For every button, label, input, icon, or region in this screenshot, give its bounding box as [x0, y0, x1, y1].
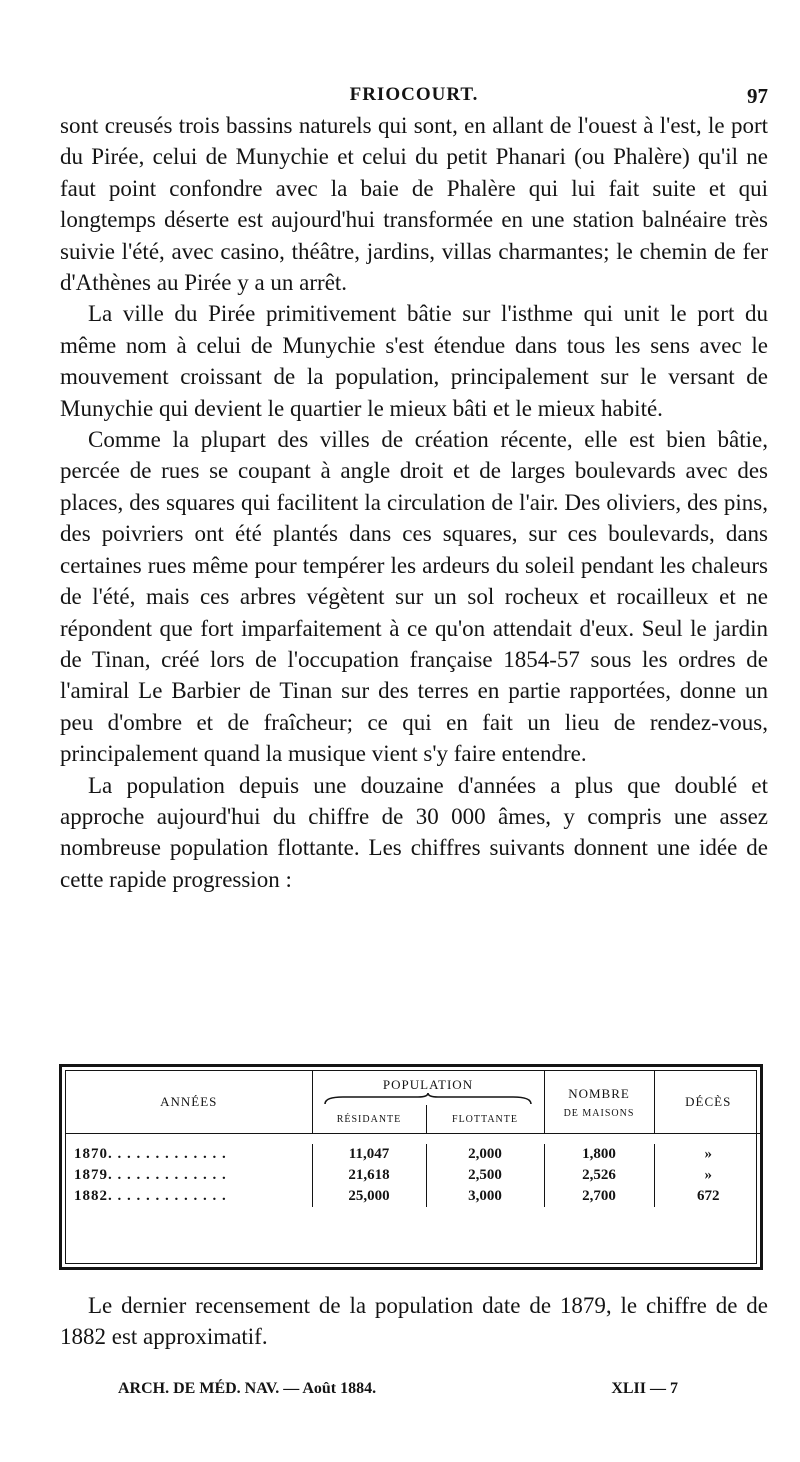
cell-floating: 3,000 [426, 1186, 544, 1207]
paragraph-4: La population depuis une douzaine d'années a plus que doublé et approche aujourd'hui du chiffre de 30 000 âmes, y compris une assez nombreuse population flottante. Les chiffres suivants donnent une idée de cette rapide progression : [60, 772, 768, 892]
cell-year: 1882. . . . . . . . . . . . . [66, 1186, 312, 1207]
cell-houses: 2,526 [544, 1165, 654, 1186]
cell-resident: 11,047 [312, 1144, 426, 1165]
population-table [66, 1071, 763, 1235]
paragraph-2: La ville du Pirée primitivement bâtie sur l'isthme qui unit le port du même nom à celui de Munychie s'est étendue dans tous les sens avec le mouvement croissant de la population, principalement sur le versant de Munychie qui devient le quartier le mieux bâti et le mieux habité. [60, 301, 768, 421]
cell-resident: 21,618 [312, 1165, 426, 1186]
header-deaths: DÉCÈS [654, 1071, 762, 1134]
population-table-frame [59, 1064, 763, 1270]
cell-deaths: 672 [697, 1188, 720, 1204]
cell-floating: 2,000 [426, 1144, 544, 1165]
table-row [66, 1165, 762, 1186]
header-houses [544, 1071, 654, 1134]
closing-text [60, 1290, 768, 1353]
header-floating: FLOTTANTE [426, 1105, 544, 1134]
header-resident: RÉSIDANTE [312, 1105, 426, 1134]
cell-deaths: » [704, 1167, 712, 1183]
cell-houses: 1,800 [544, 1144, 654, 1165]
closing-paragraph: Le dernier recensement de la population date de 1879, le chiffre de de 1882 est approximatif. [60, 1293, 768, 1350]
journal-reference: ARCH. DE MÉD. NAV. — Août 1884. [118, 1380, 377, 1397]
header-houses-line1: NOMBRE [568, 1085, 630, 1101]
sheet-signature: XLII — 7 [611, 1380, 678, 1397]
cell-year: 1879. . . . . . . . . . . . . [66, 1165, 312, 1186]
cell-floating: 2,500 [426, 1165, 544, 1186]
signature-line [118, 1380, 678, 1402]
header-years: ANNÉES [66, 1071, 312, 1134]
header-population [312, 1071, 544, 1105]
page-number: 97 [747, 84, 768, 108]
paragraph-3: Comme la plupart des villes de création récente, elle est bien bâtie, percée de rues se coupant à angle droit et de larges boulevards avec des places, des squares qui facilitent la circulation de l'air. Des oliviers, des pins, des poivriers ont été plantés dans ces squares, sur ces boulevards, dans certaines rues même pour tempérer les ardeurs du soleil pendant les chaleurs de l'été, mais ces arbres végètent sur un sol rocheux et rocailleux et ne répondent que fort imparfaitement à ce qu'on attendait d'eux. Seul le jardin de Tinan, créé lors de l'occupation française 1854-57 sous les ordres de l'amiral Le Barbier de Tinan sur des terres en partie rapportées, donne un peu d'ombre et de fraîcheur; ce qui en fait un lieu de rendez-vous, principalement quand la musique vient s'y faire entendre. [60, 427, 768, 767]
cell-houses: 2,700 [544, 1186, 654, 1207]
spacer-row [66, 1134, 762, 1145]
body-text [60, 110, 768, 895]
running-title: FRIOCOURT. [349, 84, 479, 105]
cell-year: 1870. . . . . . . . . . . . . [66, 1144, 312, 1165]
running-head [60, 84, 768, 110]
table-row [66, 1186, 762, 1207]
brace-icon [323, 1093, 533, 1105]
cell-deaths: » [704, 1146, 712, 1162]
paragraph-1: sont creusés trois bassins naturels qui sont, en allant de l'ouest à l'est, le port du Pirée, celui de Munychie et celui du petit Phanari (ou Phalère) qu'il ne faut point confondre avec la baie de Phalère qui lui fait suite et qui longtemps déserte est aujourd'hui transformée en une station balnéaire très suivie l'été, avec casino, théâtre, jardins, villas charmantes; le chemin de fer d'Athènes au Pirée y a un arrêt. [60, 113, 768, 296]
spacer-row [66, 1207, 762, 1235]
table-row [66, 1144, 762, 1165]
header-houses-line2: DE MAISONS [563, 1107, 635, 1119]
header-population-label: POPULATION [382, 1077, 474, 1092]
cell-resident: 25,000 [312, 1186, 426, 1207]
